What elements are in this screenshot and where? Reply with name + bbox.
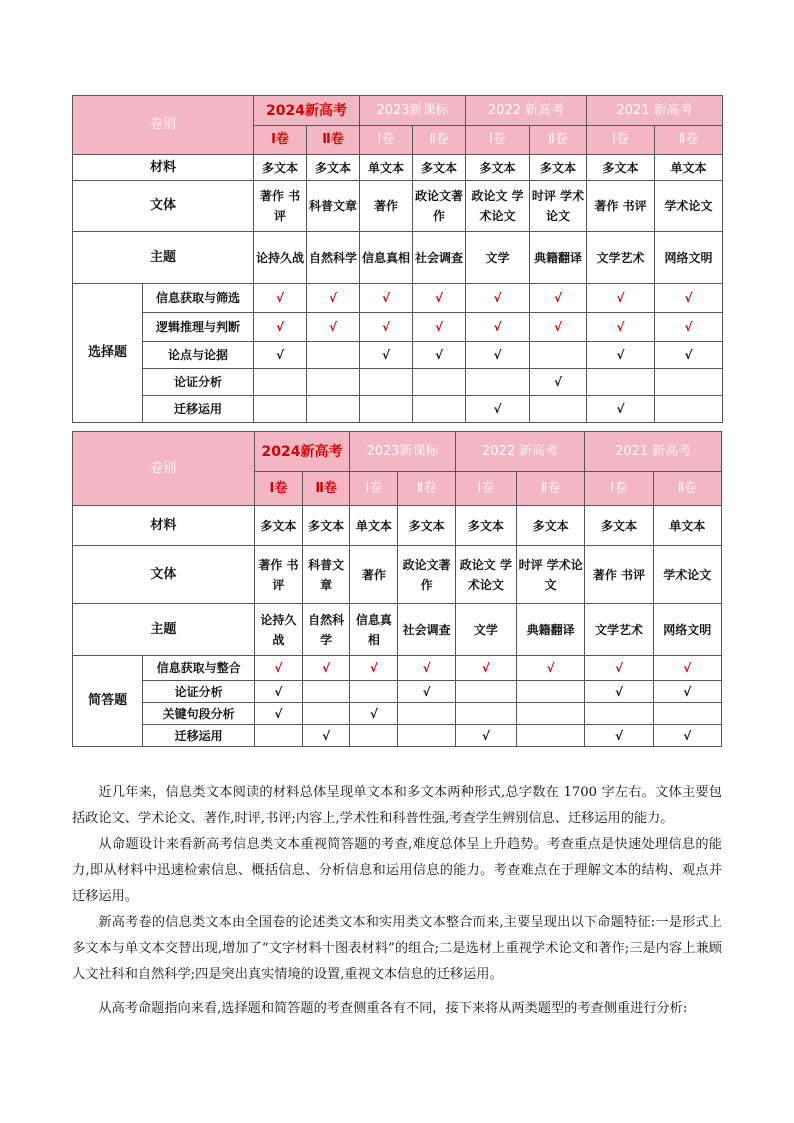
check-mark: √	[254, 313, 307, 342]
paper-label: Ⅰ卷	[587, 126, 655, 155]
cell: 著作 书评	[587, 181, 655, 232]
check-mark	[307, 369, 360, 396]
paper-label: Ⅰ卷	[350, 472, 398, 506]
cell: 著作 书评	[254, 181, 307, 232]
cell: 多文本	[587, 155, 655, 181]
check-mark: √	[303, 656, 350, 681]
check-mark	[350, 725, 398, 747]
cell: 著作	[350, 546, 398, 604]
cell: 自然科学	[303, 604, 350, 656]
check-mark: √	[360, 313, 413, 342]
check-mark: √	[398, 681, 455, 703]
paper-label: Ⅰ卷	[466, 126, 530, 155]
item-label: 论点与论据	[143, 342, 254, 369]
check-mark	[303, 703, 350, 725]
exam-2023: 2023新课标	[360, 96, 466, 126]
check-mark	[254, 369, 307, 396]
check-mark: √	[307, 284, 360, 313]
check-mark: √	[350, 703, 398, 725]
cell: 学术论文	[655, 181, 723, 232]
check-mark: √	[653, 681, 721, 703]
row-label-theme: 主题	[73, 232, 254, 284]
cell: 多文本	[530, 155, 587, 181]
choice-question-table	[72, 95, 723, 423]
check-mark	[585, 703, 653, 725]
cell: 典籍翻译	[530, 232, 587, 284]
check-mark: √	[587, 396, 655, 423]
cell: 学术论文	[653, 546, 721, 604]
check-mark	[303, 681, 350, 703]
paper-label: Ⅱ卷	[655, 126, 723, 155]
check-mark	[254, 396, 307, 423]
check-mark	[517, 725, 585, 747]
cell: 政论文著作	[413, 181, 466, 232]
check-mark: √	[254, 656, 302, 681]
check-mark	[413, 369, 466, 396]
cell: 社会调查	[413, 232, 466, 284]
check-mark	[587, 369, 655, 396]
paragraph: 新高考卷的信息类文本由全国卷的论述类文本和实用类文本整合而来,主要呈现出以下命题特征:一是形式上多文本与单文本交替出现,增加了“文字材料十图表材料”的组合;二是选材上重视学术论文和著作;三是内容上兼顾人文社科和自然科学;四是突出真实情境的设置,重视文本信息的迁移运用。	[72, 915, 722, 982]
item-label: 关键句段分析	[143, 703, 255, 725]
check-mark: √	[530, 369, 587, 396]
cell: 典籍翻译	[517, 604, 585, 656]
cell: 政论文 学术论文	[455, 546, 516, 604]
cell: 著作 书评	[254, 546, 302, 604]
cell: 自然科学	[307, 232, 360, 284]
check-mark	[655, 396, 723, 423]
check-mark	[530, 342, 587, 369]
paper-label: Ⅰ卷	[254, 472, 302, 506]
check-mark	[517, 681, 585, 703]
item-label: 信息获取与整合	[143, 656, 255, 681]
corner-label: 卷别	[73, 96, 254, 155]
check-mark: √	[655, 342, 723, 369]
check-mark: √	[254, 703, 302, 725]
row-label-material: 材料	[73, 155, 254, 181]
paragraph: 近几年来，信息类文本阅读的材料总体呈现单文本和多文本两种形式,总字数在 1700 字左右。文体主要包括政论文、学术论文、著作,时评,书评;内容上,学术性和科普性强,考查学生辨别信息、迁移运用的能力。	[72, 785, 722, 826]
cell: 单文本	[350, 506, 398, 546]
check-mark	[307, 396, 360, 423]
cell: 论持久战	[254, 232, 307, 284]
group-label-choice: 选择题	[73, 284, 143, 423]
check-mark	[398, 703, 455, 725]
cell: 时评 学术论文	[530, 181, 587, 232]
check-mark	[517, 703, 585, 725]
item-label: 迁移运用	[143, 725, 255, 747]
cell: 时评 学术论文	[517, 546, 585, 604]
cell: 政论文 学术论文	[466, 181, 530, 232]
check-mark: √	[455, 725, 516, 747]
item-label: 论证分析	[143, 681, 255, 703]
cell: 科普文章	[303, 546, 350, 604]
short-answer-table	[72, 431, 722, 747]
check-mark: √	[585, 725, 653, 747]
cell: 多文本	[398, 506, 455, 546]
check-mark: √	[655, 313, 723, 342]
cell: 单文本	[653, 506, 721, 546]
check-mark: √	[360, 284, 413, 313]
check-mark: √	[455, 656, 516, 681]
cell: 多文本	[303, 506, 350, 546]
check-mark: √	[254, 342, 307, 369]
cell: 论持久战	[254, 604, 302, 656]
exam-2022: 2022 新高考	[466, 96, 587, 126]
check-mark: √	[398, 656, 455, 681]
check-mark: √	[254, 284, 307, 313]
exam-2022: 2022 新高考	[455, 432, 585, 472]
check-mark: √	[466, 284, 530, 313]
check-mark: √	[360, 342, 413, 369]
check-mark: √	[350, 656, 398, 681]
paragraph: 从命题设计来看新高考信息类文本重视简答题的考查,难度总体呈上升趋势。考查重点是快速处理信息的能力,即从材料中迅速检索信息、概括信息、分析信息和运用信息的能力。考查难点在于理解文本的结构、观点并迁移运用。	[72, 837, 722, 904]
cell: 网络文明	[655, 232, 723, 284]
cell: 著作 书评	[585, 546, 653, 604]
row-label-material: 材料	[73, 506, 255, 546]
cell: 信息真相	[350, 604, 398, 656]
cell: 著作	[360, 181, 413, 232]
cell: 文学艺术	[585, 604, 653, 656]
group-label-short-answer: 简答题	[73, 656, 143, 747]
paper-label: Ⅰ卷	[360, 126, 413, 155]
check-mark: √	[530, 313, 587, 342]
cell: 科普文章	[307, 181, 360, 232]
check-mark: √	[587, 284, 655, 313]
cell: 多文本	[466, 155, 530, 181]
item-label: 逻辑推理与判断	[143, 313, 254, 342]
cell: 社会调查	[398, 604, 455, 656]
check-mark: √	[254, 681, 302, 703]
check-mark	[413, 396, 466, 423]
cell: 多文本	[307, 155, 360, 181]
check-mark	[360, 369, 413, 396]
row-label-genre: 文体	[73, 181, 254, 232]
check-mark	[350, 681, 398, 703]
check-mark: √	[466, 342, 530, 369]
item-label: 迁移运用	[143, 396, 254, 423]
paper-label: Ⅱ卷	[307, 126, 360, 155]
cell: 文学艺术	[587, 232, 655, 284]
check-mark: √	[530, 284, 587, 313]
check-mark	[254, 725, 302, 747]
exam-2024: 2024新高考	[254, 432, 349, 472]
check-mark	[398, 725, 455, 747]
check-mark	[455, 681, 516, 703]
check-mark: √	[307, 313, 360, 342]
cell: 多文本	[585, 506, 653, 546]
check-mark	[653, 703, 721, 725]
paper-label: Ⅰ卷	[254, 126, 307, 155]
check-mark: √	[517, 656, 585, 681]
check-mark: √	[413, 342, 466, 369]
paper-label: Ⅱ卷	[413, 126, 466, 155]
check-mark	[455, 703, 516, 725]
paper-label: Ⅱ卷	[398, 472, 455, 506]
paper-label: Ⅱ卷	[303, 472, 350, 506]
corner-label: 卷别	[73, 432, 255, 506]
check-mark	[655, 369, 723, 396]
check-mark: √	[466, 313, 530, 342]
paragraph: 从高考命题指向来看,选择题和简答题的考查侧重各有不同，接下来将从两类题型的考查侧重进行分析:	[98, 1001, 688, 1016]
row-label-genre: 文体	[73, 546, 255, 604]
check-mark: √	[466, 396, 530, 423]
check-mark: √	[413, 313, 466, 342]
cell: 文学	[466, 232, 530, 284]
cell: 多文本	[455, 506, 516, 546]
exam-2021: 2021 新高考	[585, 432, 722, 472]
check-mark	[307, 342, 360, 369]
check-mark	[530, 396, 587, 423]
check-mark: √	[587, 313, 655, 342]
cell: 网络文明	[653, 604, 721, 656]
check-mark: √	[585, 656, 653, 681]
cell: 信息真相	[360, 232, 413, 284]
cell: 单文本	[360, 155, 413, 181]
exam-2024: 2024新高考	[254, 96, 360, 126]
check-mark	[360, 396, 413, 423]
cell: 多文本	[413, 155, 466, 181]
check-mark: √	[655, 284, 723, 313]
paper-label: Ⅱ卷	[530, 126, 587, 155]
paper-label: Ⅰ卷	[585, 472, 653, 506]
exam-2021: 2021 新高考	[587, 96, 723, 126]
row-label-theme: 主题	[73, 604, 255, 656]
check-mark: √	[303, 725, 350, 747]
check-mark: √	[653, 656, 721, 681]
exam-2023: 2023新课标	[350, 432, 455, 472]
check-mark: √	[587, 342, 655, 369]
check-mark: √	[653, 725, 721, 747]
paper-label: Ⅰ卷	[455, 472, 516, 506]
cell: 文学	[455, 604, 516, 656]
cell: 多文本	[517, 506, 585, 546]
check-mark: √	[413, 284, 466, 313]
item-label: 信息获取与筛选	[143, 284, 254, 313]
check-mark: √	[585, 681, 653, 703]
check-mark	[466, 369, 530, 396]
paper-label: Ⅱ卷	[517, 472, 585, 506]
cell: 单文本	[655, 155, 723, 181]
paper-label: Ⅱ卷	[653, 472, 721, 506]
cell: 多文本	[254, 506, 302, 546]
cell: 政论文著作	[398, 546, 455, 604]
item-label: 论证分析	[143, 369, 254, 396]
cell: 多文本	[254, 155, 307, 181]
